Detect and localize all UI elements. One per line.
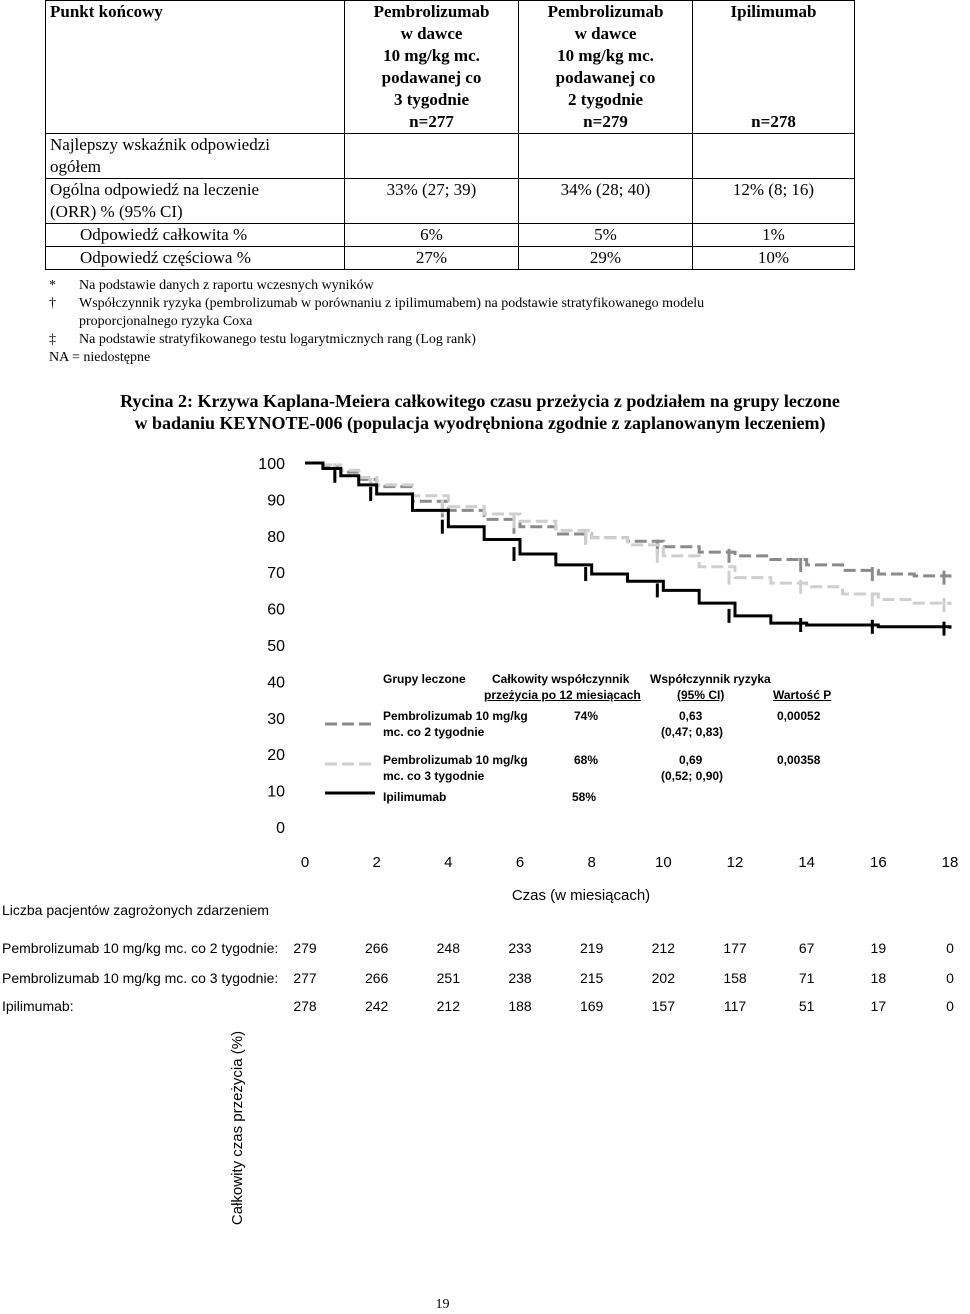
risk-value: 248: [436, 940, 460, 956]
y-tick-label: 80: [267, 528, 285, 546]
header-line: n=279: [583, 112, 628, 131]
risk-value: 212: [436, 998, 460, 1014]
y-tick-label: 40: [267, 674, 285, 692]
page-number: 19: [435, 1297, 450, 1312]
figure-title-line: Rycina 2: Krzywa Kaplana-Meiera całkowitego czasu przeżycia z podziałem na grupy leczone: [120, 391, 840, 411]
cell-value: 5%: [519, 224, 693, 247]
legend-swatches: [320, 710, 380, 810]
empty-cell: [693, 134, 855, 179]
risk-row-label: Ipilimumab:: [2, 998, 74, 1014]
risk-value: 51: [798, 998, 815, 1014]
row-label-line: Ogólna odpowiedź na leczenie: [50, 180, 260, 199]
y-tick-label: 70: [267, 565, 285, 583]
risk-value: 266: [364, 970, 389, 986]
footnote-text: Na podstawie stratyfikowanego testu logarytmicznych rang (Log rank): [79, 332, 476, 347]
footnote-symbol: ‡: [49, 332, 56, 347]
section-line: Najlepszy wskaźnik odpowiedzi: [50, 135, 270, 154]
risk-value: 71: [798, 970, 815, 986]
risk-value: 219: [579, 940, 604, 956]
header-line: podawanej co: [555, 68, 656, 87]
header-line: Pembrolizumab: [373, 2, 490, 21]
legend-row-name: mc. co 2 tygodnie: [383, 725, 485, 739]
header-line: n=278: [751, 112, 796, 131]
footnotes: [49, 277, 704, 367]
risk-row-label: Pembrolizumab 10 mg/kg mc. co 3 tygodnie:: [2, 970, 279, 986]
x-axis-label: Czas (w miesiącach): [511, 887, 651, 904]
y-tick-label: 0: [276, 820, 285, 837]
legend-header-hr: Współczynnik ryzyka: [650, 672, 771, 686]
legend-row-hr: 0,63: [679, 709, 703, 723]
cell-value: 33% (27; 39): [345, 179, 519, 224]
row-label: Odpowiedź częściowa %: [46, 247, 345, 270]
response-table: [45, 0, 855, 270]
cell-value: 1%: [693, 224, 855, 247]
header-line: 10 mg/kg mc.: [383, 46, 480, 65]
x-tick-label: 14: [798, 854, 816, 871]
cell-value: 34% (28; 40): [519, 179, 693, 224]
header-endpoint-label: Punkt końcowy: [50, 2, 163, 21]
y-tick-label: 100: [258, 456, 285, 473]
table-header-row: [46, 1, 855, 134]
cell-value: 6%: [345, 224, 519, 247]
legend-row-name: mc. co 3 tygodnie: [383, 769, 485, 783]
risk-value: 158: [723, 970, 747, 986]
section-line: ogółem: [50, 157, 101, 176]
cell-value: 27%: [345, 247, 519, 270]
risk-value: 266: [364, 940, 389, 956]
risk-value: 19: [870, 940, 887, 956]
legend-row-ci: (0,47; 0,83): [661, 725, 724, 739]
legend-header-group: Grupy leczone: [383, 672, 466, 686]
legend-row-hr: 0,69: [679, 753, 703, 767]
x-tick-label: 16: [869, 854, 887, 871]
table-row: [46, 247, 855, 270]
y-tick-label: 10: [267, 783, 285, 801]
footnote-3: [49, 331, 704, 349]
y-tick-label: 90: [267, 492, 285, 510]
header-line: 2 tygodnie: [567, 90, 644, 109]
x-tick-label: 8: [587, 854, 596, 871]
row-label: Odpowiedź całkowita %: [46, 224, 345, 247]
table-row: [46, 224, 855, 247]
footnote-text: proporcjonalnego ryzyka Coxa: [79, 314, 253, 329]
risk-value: 233: [508, 940, 532, 956]
risk-value: 67: [798, 940, 815, 956]
y-tick-label: 30: [267, 710, 285, 728]
risk-row-label: Pembrolizumab 10 mg/kg mc. co 2 tygodnie:: [2, 940, 279, 956]
footnote-2: [49, 295, 704, 313]
footnote-text: Na podstawie danych z raportu wczesnych wyników: [79, 278, 374, 293]
legend-header-hr: (95% CI): [677, 688, 725, 702]
risk-value: 242: [364, 998, 389, 1014]
row-label: [46, 179, 345, 224]
cell-value: 29%: [519, 247, 693, 270]
header-endpoint: [46, 1, 345, 134]
risk-value: 212: [651, 940, 675, 956]
km-curve-2: [305, 463, 950, 605]
risk-value: 157: [651, 998, 675, 1014]
header-line: 3 tygodnie: [393, 90, 470, 109]
x-tick-label: 18: [941, 854, 959, 871]
table-row: [46, 179, 855, 224]
risk-value: 279: [293, 940, 317, 956]
header-line: 10 mg/kg mc.: [557, 46, 654, 65]
footnote-symbol: †: [49, 296, 56, 311]
legend-row-ci: (0,52; 0,90): [661, 769, 724, 783]
legend-row-name: Ipilimumab: [383, 790, 447, 804]
risk-value: 18: [870, 970, 887, 986]
km-curve-1: [305, 463, 950, 578]
risk-value: 0: [946, 970, 954, 986]
row-label-line: (ORR) % (95% CI): [50, 202, 183, 221]
footnote-na: NA = niedostępne: [49, 350, 151, 365]
legend-row-p: 0,00052: [777, 709, 821, 723]
header-line: n=277: [409, 112, 454, 131]
risk-value: 251: [436, 970, 460, 986]
y-tick-label: 60: [267, 601, 285, 619]
footnote-1: [49, 277, 704, 295]
risk-value: 277: [293, 970, 317, 986]
y-axis: [258, 456, 285, 837]
footnote-symbol: *: [49, 278, 56, 293]
y-tick-label: 50: [267, 638, 285, 655]
legend-row-os: 74%: [574, 709, 599, 723]
risk-value: 188: [508, 998, 532, 1014]
x-tick-label: 10: [654, 854, 672, 871]
risk-value: 202: [651, 970, 675, 986]
empty-cell: [519, 134, 693, 179]
footnote-text: Współczynnik ryzyka (pembrolizumab w porównaniu z ipilimumabem) na podstawie stratyfikowanego modelu: [79, 296, 705, 311]
risk-value: 0: [946, 940, 954, 956]
x-tick-label: 4: [444, 854, 453, 871]
legend-row-p: 0,00358: [777, 753, 821, 767]
figure-title-line: w badaniu KEYNOTE-006 (populacja wyodrębniona zgodnie z zaplanowanym leczeniem): [134, 413, 826, 433]
figure-title: [0, 390, 960, 434]
x-tick-label: 2: [372, 854, 381, 871]
y-axis-label: Całkowity czas przeżycia (%): [229, 1030, 246, 1226]
header-line: Ipilimumab: [730, 2, 817, 21]
legend-row-os: 58%: [572, 790, 597, 804]
risk-value: 169: [579, 998, 604, 1014]
risk-value: 278: [293, 998, 317, 1014]
cell-value: 12% (8; 16): [693, 179, 855, 224]
risk-value: 238: [508, 970, 532, 986]
x-axis: [301, 854, 959, 871]
empty-cell: [345, 134, 519, 179]
y-tick-label: 20: [267, 747, 285, 765]
header-line: Pembrolizumab: [547, 2, 664, 21]
legend-header-os: przeżycia po 12 miesiącach: [484, 688, 641, 702]
risk-value: 215: [579, 970, 604, 986]
risk-value: 17: [870, 998, 887, 1014]
cell-value: 10%: [693, 247, 855, 270]
km-curves: [305, 463, 950, 636]
header-col-ipi: [693, 1, 855, 134]
legend-header-os: Całkowity współczynnik: [492, 672, 630, 686]
header-col-2w: [519, 1, 693, 134]
risk-value: 177: [723, 940, 747, 956]
x-tick-label: 0: [300, 854, 310, 871]
risk-value: 0: [946, 998, 954, 1014]
section-label: [46, 134, 345, 179]
header-line: w dawce: [574, 24, 637, 43]
legend-row-name: Pembrolizumab 10 mg/kg: [383, 709, 528, 723]
x-tick-label: 12: [726, 854, 744, 871]
risk-value: 117: [723, 998, 747, 1014]
legend-row-name: Pembrolizumab 10 mg/kg: [383, 753, 528, 767]
legend-row-os: 68%: [574, 753, 599, 767]
header-col-3w: [345, 1, 519, 134]
header-line: podawanej co: [381, 68, 482, 87]
x-tick-label: 6: [515, 854, 525, 871]
legend-header-p: Wartość P: [773, 688, 832, 702]
risk-table-title: Liczba pacjentów zagrożonych zdarzeniem: [2, 902, 269, 918]
table-section-row: [46, 134, 855, 179]
header-line: w dawce: [400, 24, 463, 43]
